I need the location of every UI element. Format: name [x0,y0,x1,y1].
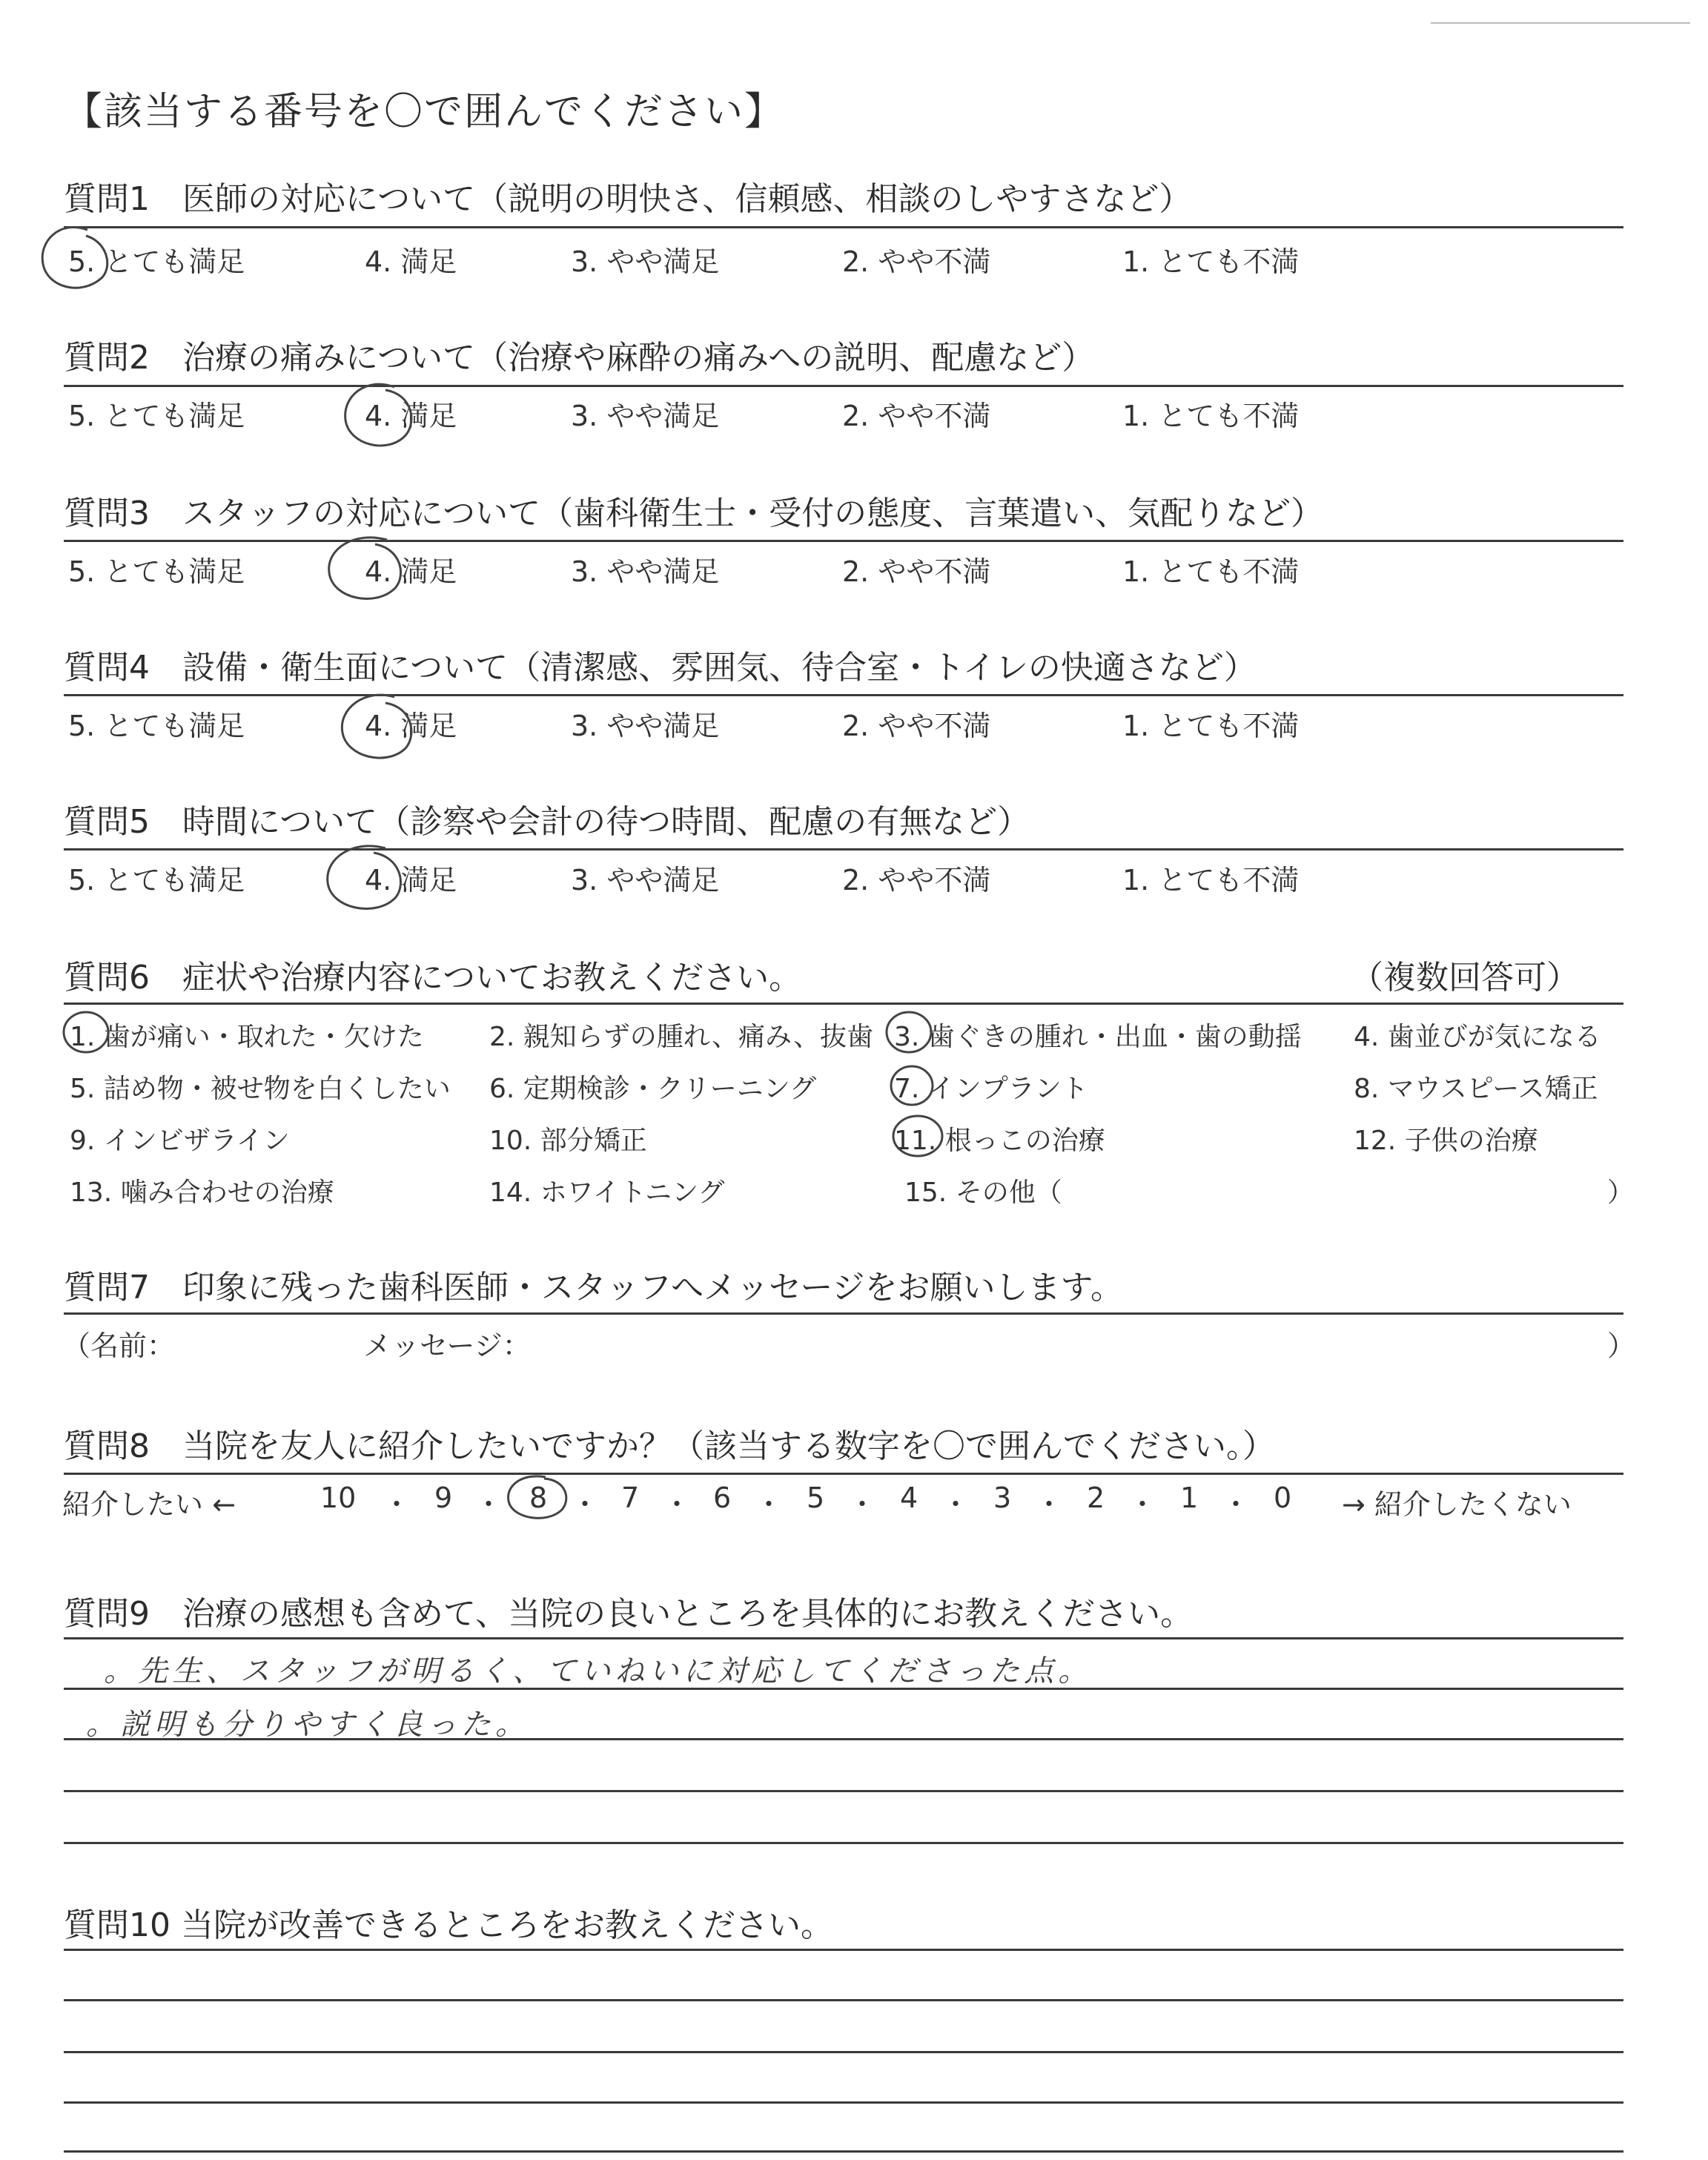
q6-rule [64,1003,1623,1005]
q8-sep: ・ [1222,1488,1251,1521]
q6-note: （複数回答可） [1351,959,1579,997]
q5-rule [64,848,1623,851]
q6-option-8[interactable]: 8. マウスピース矯正 [1354,1074,1598,1104]
q4-option-5[interactable]: 5. とても満足 [68,710,245,742]
q3-rule [64,540,1623,542]
q6-option-12[interactable]: 12. 子供の治療 [1354,1126,1538,1156]
q10-rule [64,1949,1623,1951]
q3-option-4[interactable]: 4. 満足 [365,555,457,588]
q2-rule [64,385,1623,387]
q9-line-2 [64,1738,1623,1740]
q8-sep: ・ [848,1488,877,1521]
q9-line-1 [64,1688,1623,1690]
q1-option-1[interactable]: 1. とても不満 [1122,245,1300,278]
q6-option-9[interactable]: 9. インビザライン [70,1126,290,1156]
q10-line-2 [64,2051,1623,2053]
q6-option-7[interactable]: 7. インプラント [894,1074,1088,1104]
q6-option-2[interactable]: 2. 親知らずの腫れ、痛み、抜歯 [489,1022,874,1052]
q8-value-1[interactable]: 1 [1180,1482,1199,1514]
q9-answer-2: 。説明も分りやすく良った。 [86,1708,529,1742]
q3-title: 質問3 スタッフの対応について（歯科衛生士・受付の態度、言葉遣い、気配りなど） [64,495,1324,532]
q6-option-11[interactable]: 11. 根っこの治療 [894,1126,1105,1156]
q6-option-6[interactable]: 6. 定期検診・クリーニング [489,1074,817,1104]
q8-value-2[interactable]: 2 [1087,1482,1105,1514]
q8-sep: ・ [663,1488,692,1521]
q8-sep: ・ [571,1488,600,1521]
q8-left-label: 紹介したい ← [62,1488,236,1521]
q10-line-1 [64,1999,1623,2001]
q4-rule [64,694,1623,696]
q2-selected-circle [332,377,421,458]
q1-option-2[interactable]: 2. やや不満 [842,245,991,278]
q7-close: ） [1607,1330,1636,1362]
q5-option-2[interactable]: 2. やや不満 [842,864,991,896]
q5-title: 質問5 時間について（診察や会計の待つ時間、配慮の有無など） [64,803,1030,841]
q8-sep: ・ [1035,1488,1064,1521]
q8-value-0[interactable]: 0 [1274,1482,1292,1514]
q2-option-2[interactable]: 2. やや不満 [842,400,991,432]
q1-selected-circle [30,219,111,301]
q10-title: 質問10 当院が改善できるところをお教えください。 [64,1906,833,1944]
q6-option-13[interactable]: 13. 噛み合わせの治療 [70,1178,334,1208]
q5-option-1[interactable]: 1. とても不満 [1122,864,1300,896]
q10-line-4 [64,2150,1623,2153]
q8-sep: ・ [1128,1488,1157,1521]
page-title: 【該当する番号を〇で囲んでください】 [64,90,785,134]
q6-selected-circle-11 [890,1112,949,1160]
q8-value-5[interactable]: 5 [807,1482,825,1514]
q3-option-2[interactable]: 2. やや不満 [842,555,991,588]
q5-selected-circle [314,839,411,925]
q8-sep: ・ [383,1488,411,1521]
q2-option-5[interactable]: 5. とても満足 [68,400,245,432]
q2-option-1[interactable]: 1. とても不満 [1122,400,1300,432]
q6-option-5[interactable]: 5. 詰め物・被せ物を白くしたい [70,1074,451,1104]
q9-title: 質問9 治療の感想も含めて、当院の良いところを具体的にお教えください。 [64,1595,1194,1633]
q8-sep: ・ [474,1488,503,1521]
q3-selected-circle [316,531,412,612]
q8-value-3[interactable]: 3 [993,1482,1012,1514]
q1-rule [64,226,1623,228]
q7-message-label: メッセージ： [363,1330,531,1362]
q3-option-3[interactable]: 3. やや満足 [571,555,720,588]
q6-option-15[interactable]: 15. その他（ [904,1178,1062,1208]
q6-option-14[interactable]: 14. ホワイトニング [489,1178,725,1208]
q9-answer-1: 。先生、スタッフが明るく、ていねいに対応してくださった点。 [104,1654,1093,1688]
q4-title: 質問4 設備・衛生面について（清潔感、雰囲気、待合室・トイレの快適さなど） [64,649,1257,687]
q4-selected-circle [329,688,418,777]
q1-option-5[interactable]: 5. とても満足 [68,245,245,278]
q6-option-1[interactable]: 1. 歯が痛い・取れた・欠けた [70,1022,424,1052]
q9-line-3 [64,1790,1623,1792]
q8-rule [64,1473,1623,1475]
q6-selected-circle-7 [887,1062,939,1109]
q6-option-3[interactable]: 3. 歯ぐきの腫れ・出血・歯の動揺 [894,1022,1302,1052]
q2-title: 質問2 治療の痛みについて（治療や麻酔の痛みへの説明、配慮など） [64,339,1095,377]
q5-option-5[interactable]: 5. とても満足 [68,864,245,896]
q1-title: 質問1 医師の対応について（説明の明快さ、信頼感、相談のしやすさなど） [64,180,1192,218]
q4-option-1[interactable]: 1. とても不満 [1122,710,1300,742]
q8-right-label: → 紹介したくない [1342,1488,1572,1521]
q10-line-3 [64,2101,1623,2104]
q3-option-5[interactable]: 5. とても満足 [68,555,245,588]
q7-title: 質問7 印象に残った歯科医師・スタッフへメッセージをお願いします。 [64,1269,1123,1307]
q4-option-4[interactable]: 4. 満足 [365,710,457,742]
q6-title: 質問6 症状や治療内容についてお教えください。 [64,959,802,997]
q6-selected-circle-1 [61,1008,113,1056]
q6-option-4[interactable]: 4. 歯並びが気になる [1354,1022,1601,1052]
q9-line-4 [64,1842,1623,1844]
q8-value-9[interactable]: 9 [434,1482,453,1514]
q7-name-label: （名前： [62,1330,176,1362]
q8-title: 質問8 当院を友人に紹介したいですか？（該当する数字を〇で囲んでください。） [64,1427,1275,1465]
q5-option-4[interactable]: 4. 満足 [365,864,457,896]
q8-sep: ・ [941,1488,970,1521]
q7-rule [64,1312,1623,1315]
q4-option-2[interactable]: 2. やや不満 [842,710,991,742]
q3-option-1[interactable]: 1. とても不満 [1122,555,1300,588]
q6-option-10[interactable]: 10. 部分矯正 [489,1126,647,1156]
q8-value-4[interactable]: 4 [900,1482,918,1514]
q5-option-3[interactable]: 3. やや満足 [571,864,720,896]
q8-value-6[interactable]: 6 [713,1482,732,1514]
q1-option-3[interactable]: 3. やや満足 [571,245,720,278]
q1-option-4[interactable]: 4. 満足 [365,245,457,278]
q2-option-3[interactable]: 3. やや満足 [571,400,720,432]
q2-option-4[interactable]: 4. 満足 [365,400,457,432]
q8-value-8[interactable]: 8 [529,1482,548,1514]
q8-value-7[interactable]: 7 [621,1482,640,1514]
q6-selected-circle-3 [884,1008,936,1056]
q4-option-3[interactable]: 3. やや満足 [571,710,720,742]
q8-selected-circle [501,1471,572,1527]
scan-edge-line [1431,22,1690,24]
q6-other-close: ） [1607,1178,1635,1208]
q9-rule [64,1637,1623,1639]
q8-sep: ・ [755,1488,784,1521]
q8-value-10[interactable]: 10 [320,1482,357,1514]
